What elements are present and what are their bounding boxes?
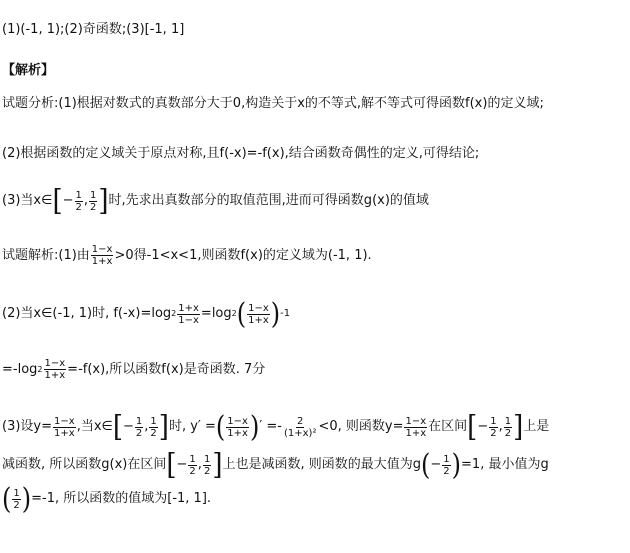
right-bracket: ] — [212, 448, 223, 482]
fraction — [504, 416, 512, 439]
fraction — [203, 454, 211, 477]
answer-line: (1)(-1, 1);(2)奇函数;(3)[-1, 1] — [2, 22, 185, 37]
text-segment: 上也是减函数, 则函数的最大值为g — [222, 457, 421, 472]
numerator: 1+x — [178, 302, 199, 314]
numerator: 1−x — [248, 302, 269, 314]
text-segment: , — [83, 193, 89, 208]
text-segment: ′ =- — [259, 419, 282, 434]
text-segment: , — [498, 419, 503, 434]
text-segment: − — [62, 193, 74, 208]
solution-line-1 — [2, 244, 372, 267]
text-segment: 上是 — [523, 419, 550, 434]
solution-line-4 — [2, 410, 550, 444]
fraction — [404, 416, 427, 439]
denominator: 2 — [490, 427, 497, 439]
text-segment: ,当x∈ — [76, 419, 113, 434]
text-segment: (2)当x∈(-1, 1)时, f(-x)=log — [2, 306, 172, 321]
fraction — [489, 416, 497, 439]
text-segment: − — [176, 457, 188, 472]
right-paren: ) — [451, 448, 462, 482]
fraction — [75, 190, 83, 213]
analysis-paragraph-2: (2)根据函数的定义域关于原点对称,且f(-x)=-f(x),结合函数奇偶性的定义,可得结论; — [2, 146, 480, 161]
fraction — [283, 416, 317, 439]
denominator: 1+x — [44, 370, 66, 381]
left-bracket: [ — [166, 448, 177, 482]
left-paren: ( — [421, 448, 431, 482]
text-segment: =1, 最小值为g — [461, 457, 549, 472]
fraction — [442, 454, 450, 477]
fraction — [135, 416, 143, 439]
text-segment: =-f(x),所以函数f(x)是奇函数. 7分 — [67, 361, 266, 377]
left-bracket: [ — [112, 410, 123, 444]
solution-line-2 — [2, 297, 291, 331]
fraction — [53, 416, 76, 439]
text-segment: =log — [200, 306, 232, 321]
left-paren: ( — [236, 297, 247, 331]
denominator: 2 — [504, 427, 512, 439]
numerator: 1 — [490, 415, 497, 427]
analysis-paragraph-3 — [2, 184, 429, 218]
numerator: 1 — [189, 453, 196, 465]
denominator: 2 — [135, 427, 143, 439]
right-bracket: ] — [158, 410, 169, 444]
text-segment: , — [197, 457, 202, 472]
denominator: 2 — [203, 465, 211, 477]
numerator: 1−x — [44, 358, 66, 369]
fraction — [44, 358, 67, 381]
left-bracket: [ — [52, 184, 63, 218]
right-paren: ) — [21, 482, 32, 516]
log-base: 2 — [37, 364, 43, 374]
log-base: 2 — [231, 309, 237, 318]
exponent: -1 — [280, 308, 291, 319]
denominator: 1+x — [227, 427, 248, 439]
fraction — [149, 416, 157, 439]
fraction — [177, 303, 200, 326]
denominator: 1+x — [248, 314, 269, 326]
numerator: 1−x — [227, 415, 248, 427]
right-paren: ) — [249, 410, 260, 444]
text-segment: =-log — [2, 361, 38, 377]
solution-line-5 — [2, 448, 549, 482]
text-segment: , — [144, 419, 149, 434]
numerator: 1 — [75, 189, 82, 201]
left-paren: ( — [2, 482, 12, 516]
left-bracket: [ — [467, 410, 478, 444]
fraction — [91, 244, 114, 267]
denominator: 1+x — [405, 427, 427, 439]
denominator: 2 — [150, 427, 157, 439]
fraction — [12, 488, 20, 511]
denominator: 2 — [13, 499, 20, 511]
fraction — [247, 303, 270, 326]
numerator: 1 — [13, 487, 20, 499]
text-segment: >0得-1<x<1,则函数f(x)的定义域为(-1, 1). — [114, 247, 372, 263]
denominator: 1+x — [54, 427, 75, 439]
text-segment: − — [123, 419, 134, 434]
analysis-paragraph-1: 试题分析:(1)根据对数式的真数部分大于0,构造关于x的不等式,解不等式可得函数f(x)的定义域; — [2, 96, 544, 111]
fraction — [188, 454, 196, 477]
solution-line-6 — [2, 482, 212, 516]
right-bracket: ] — [98, 184, 109, 218]
numerator: 1−x — [405, 415, 427, 427]
text-segment: 时, y′ = — [168, 419, 216, 434]
section-heading: 【解析】 — [2, 63, 55, 78]
denominator: 2 — [443, 465, 450, 477]
right-bracket: ] — [513, 410, 524, 444]
right-paren: ) — [270, 297, 281, 331]
text-segment: (3)设y= — [2, 419, 53, 434]
text-segment: <0, 则函数y= — [318, 419, 404, 434]
denominator: (1+x)² — [283, 427, 317, 439]
log-base: 2 — [171, 309, 177, 318]
numerator: 1 — [443, 453, 450, 465]
numerator: 1−x — [54, 415, 75, 427]
text-segment: 在区间 — [428, 419, 468, 434]
numerator: 1 — [150, 415, 157, 427]
denominator: 1+x — [91, 256, 113, 267]
numerator: 1 — [90, 189, 97, 201]
numerator: 1−x — [91, 244, 113, 255]
text-segment: 试题解析:(1)由 — [2, 247, 90, 263]
text-segment: − — [477, 419, 489, 434]
numerator: 1 — [504, 415, 512, 427]
numerator: 2 — [297, 415, 304, 427]
denominator: 1−x — [178, 314, 199, 326]
numerator: 1 — [135, 415, 143, 427]
fraction — [226, 416, 249, 439]
denominator: 2 — [75, 201, 82, 213]
left-paren: ( — [215, 410, 226, 444]
text-segment: =-1, 所以函数的值域为[-1, 1]. — [31, 491, 212, 506]
text-segment: − — [430, 457, 442, 472]
numerator: 1 — [203, 453, 211, 465]
denominator: 2 — [189, 465, 196, 477]
solution-line-3 — [2, 358, 265, 381]
denominator: 2 — [90, 201, 97, 213]
fraction — [89, 190, 97, 213]
text-segment: 时,先求出真数部分的取值范围,进而可得函数g(x)的值域 — [108, 193, 429, 208]
text-segment: (3)当x∈ — [2, 193, 53, 208]
text-segment: 减函数, 所以函数g(x)在区间 — [2, 457, 167, 472]
